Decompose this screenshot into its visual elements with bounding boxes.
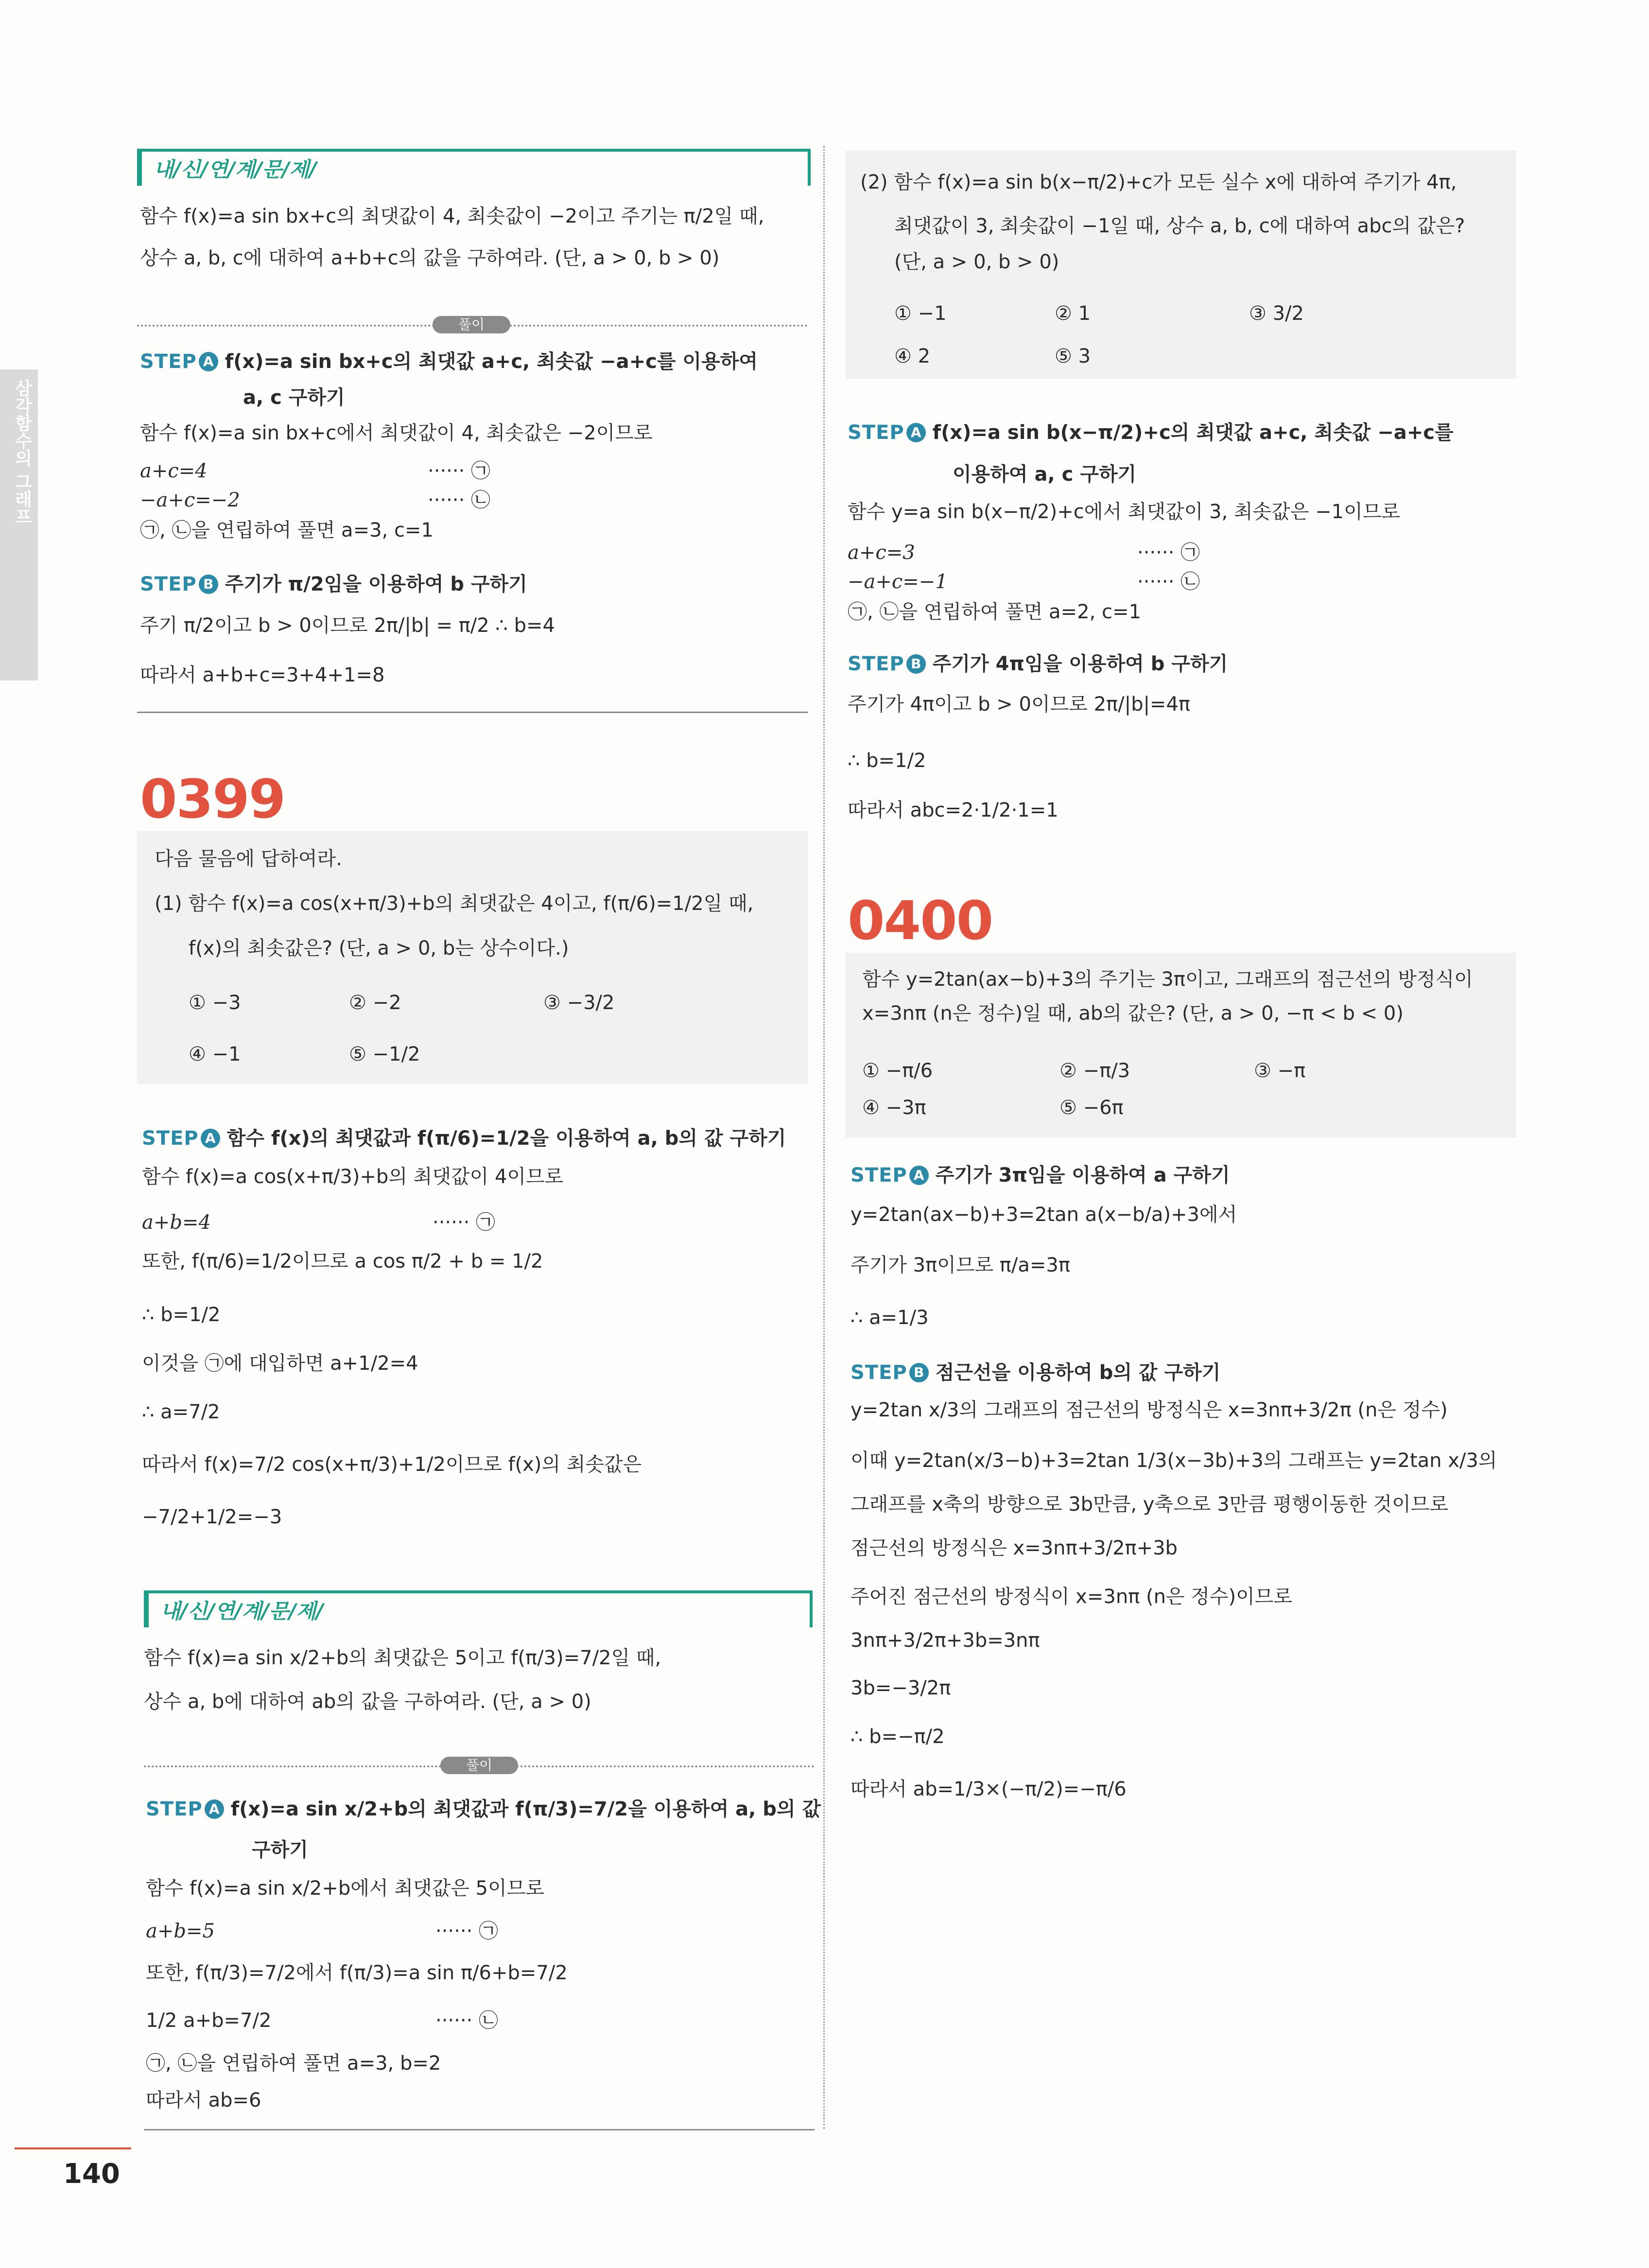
choice-5: ⑤ −1/2 [349,1043,420,1065]
naesin1-step-a-title2: a, c 구하기 [243,386,345,409]
p0399-q1: (1) 함수 f(x)=a cos(x+π/3)+b의 최댓값은 4이고, f(π/6)=1/2일 때, [155,892,754,915]
naesin2-line: 따라서 ab=6 [146,2089,261,2111]
step-badge: A [906,423,926,442]
choice-2: ② −2 [349,992,401,1014]
p0399-2-eq2-ref: ······ ㉡ [1137,571,1200,593]
p0399-2-line: ∴ b=1/2 [848,750,926,772]
choice-4: ④ −3π [862,1097,926,1119]
naesin2-step-a-title2: 구하기 [252,1839,308,1861]
choice-5: ⑤ 3 [1055,345,1091,367]
naesin1-line: 따라서 a+b+c=3+4+1=8 [140,664,385,686]
p0400-step-a [851,1160,1230,1187]
section-rule [144,2129,815,2130]
naesin1-question-line1: 함수 f(x)=a sin bx+c의 최댓값이 4, 최솟값이 −2이고 주기는 π/2일 때, [140,205,764,227]
naesin1-line: 함수 f(x)=a sin bx+c에서 최댓값이 4, 최솟값은 −2이므로 [140,422,653,444]
naesin-box-2 [144,1590,813,1627]
step-tag: STEP [140,350,197,373]
p0399-2-step-a-title2: 이용하여 a, c 구하기 [953,463,1137,486]
choice-5: ⑤ −6π [1059,1097,1124,1119]
p0400-line: ∴ b=−π/2 [851,1726,945,1748]
p0399-2-eq1: a+c=3 [848,541,915,564]
step-tag: STEP [142,1127,199,1150]
p0399-2-line: ㉠, ㉡을 연립하여 풀면 a=2, c=1 [848,601,1141,623]
p0399-2-q1: (2) 함수 f(x)=a sin b(x−π/2)+c가 모든 실수 x에 대하여 주기가 4π, [860,171,1457,193]
p0400-line: y=2tan(ax−b)+3=2tan a(x−b/a)+3에서 [851,1204,1237,1226]
step-badge: A [201,1129,220,1148]
naesin-box-1 [137,149,811,186]
p0399-2-step-a [848,417,1454,445]
naesin-header-2: 내/신/연/계/문/제/ [160,1599,324,1623]
naesin2-question-line2: 상수 a, b에 대하여 ab의 값을 구하여라. (단, a > 0) [144,1691,591,1713]
naesin2-eq1: a+b=5 [146,1920,215,1942]
choice-3: ③ 3/2 [1249,302,1304,325]
p0399-2-step-b [848,648,1228,676]
p0399-line: ∴ b=1/2 [142,1304,221,1326]
step-title: 주기가 4π임을 이용하여 b 구하기 [932,653,1228,675]
p0399-line: 이것을 ㉠에 대입하면 a+1/2=4 [142,1352,418,1375]
naesin2-step-a [146,1794,821,1821]
naesin2-line: 또한, f(π/3)=7/2에서 f(π/3)=a sin π/6+b=7/2 [146,1962,568,1984]
naesin2-line: 함수 f(x)=a sin x/2+b에서 최댓값은 5이므로 [146,1877,544,1900]
naesin2-line: ㉠, ㉡을 연립하여 풀면 a=3, b=2 [146,2052,441,2075]
p0399-intro: 다음 물음에 답하여라. [155,848,342,870]
choice-4: ④ 2 [894,345,931,367]
step-title: 주기가 π/2임을 이용하여 b 구하기 [225,573,527,595]
step-badge: B [909,1363,929,1382]
step-tag: STEP [851,1164,907,1186]
naesin2-eq1-ref: ······ ㉠ [435,1920,499,1942]
column-divider [823,146,825,2129]
naesin1-eq1-ref: ······ ㉠ [428,460,491,482]
p0399-q2: f(x)의 최솟값은? (단, a > 0, b는 상수이다.) [189,937,569,960]
step-badge: A [205,1799,224,1819]
p0400-line: 주기가 3π이므로 π/a=3π [851,1254,1070,1276]
p0399-line: ∴ a=7/2 [142,1401,220,1423]
p0399-line: 함수 f(x)=a cos(x+π/3)+b의 최댓값이 4이므로 [142,1166,564,1188]
p0399-2-line: 주기가 4π이고 b > 0이므로 2π/|b|=4π [848,693,1190,715]
p0400-line: ∴ a=1/3 [851,1307,929,1329]
step-tag: STEP [146,1798,203,1820]
p0400-line: 3b=−3/2π [851,1677,951,1699]
problem-number-0400: 0400 [848,890,993,952]
naesin1-eq2-ref: ······ ㉡ [428,489,491,511]
p0399-line: 또한, f(π/6)=1/2이므로 a cos π/2 + b = 1/2 [142,1250,543,1273]
naesin1-eq2: −a+c=−2 [140,489,240,511]
choice-2: ② 1 [1055,302,1091,325]
step-tag: STEP [140,573,197,595]
step-tag: STEP [851,1361,907,1384]
p0399-2-q2: 최댓값이 3, 최솟값이 −1일 때, 상수 a, b, c에 대하여 abc의 값은? [894,215,1465,237]
step-title: 점근선을 이용하여 b의 값 구하기 [935,1361,1221,1384]
naesin2-line: 1/2 a+b=7/2 [146,2009,272,2032]
p0399-2-eq1-ref: ······ ㉠ [1137,541,1200,564]
p0400-q2: x=3nπ (n은 정수)일 때, ab의 값은? (단, a > 0, −π < b < 0) [862,1002,1404,1025]
solution-pill-1: 풀이 [433,316,510,333]
p0400-line: 이때 y=2tan(x/3−b)+3=2tan 1/3(x−3b)+3의 그래프는 y=2tan x/3의 [851,1449,1497,1472]
naesin1-line: ㉠, ㉡을 연립하여 풀면 a=3, c=1 [140,519,434,541]
side-tab [0,369,38,680]
problem-number-0399: 0399 [140,768,285,830]
p0399-line: −7/2+1/2=−3 [142,1506,282,1528]
p0399-eq1-ref: ······ ㉠ [433,1211,496,1234]
naesin1-eq1: a+c=4 [140,460,208,482]
p0399-step-a [142,1123,786,1151]
p0400-line: y=2tan x/3의 그래프의 점근선의 방정식은 x=3nπ+3/2π (n은 정수) [851,1399,1448,1421]
step-title: 함수 f(x)의 최댓값과 f(π/6)=1/2을 이용하여 a, b의 값 구하기 [226,1127,786,1150]
p0399-eq1: a+b=4 [142,1211,211,1234]
choice-1: ① −1 [894,302,947,325]
p0400-q1: 함수 y=2tan(ax−b)+3의 주기는 3π이고, 그래프의 점근선의 방정식이 [862,968,1473,991]
step-title: 주기가 3π임을 이용하여 a 구하기 [935,1164,1230,1186]
step-title: f(x)=a sin x/2+b의 최댓값과 f(π/3)=7/2을 이용하여 a, b의 값 [230,1798,821,1820]
p0400-step-b [851,1357,1220,1385]
naesin1-line: 주기 π/2이고 b > 0이므로 2π/|b| = π/2 ∴ b=4 [140,614,555,637]
naesin2-question-line1: 함수 f(x)=a sin x/2+b의 최댓값은 5이고 f(π/3)=7/2일 때, [144,1647,661,1669]
p0399-line: 따라서 f(x)=7/2 cos(x+π/3)+1/2이므로 f(x)의 최솟값은 [142,1453,642,1476]
choice-2: ② −π/3 [1059,1060,1130,1082]
naesin1-question-line2: 상수 a, b, c에 대하여 a+b+c의 값을 구하여라. (단, a > 0, b > 0) [140,247,720,269]
choice-3: ③ −3/2 [543,992,615,1014]
p0399-2-q3: (단, a > 0, b > 0) [894,251,1059,273]
solution-pill-2: 풀이 [440,1757,518,1774]
p0399-2-line: 함수 y=a sin b(x−π/2)+c에서 최댓값이 3, 최솟값은 −1이므로 [848,501,1401,523]
naesin-header-1: 내/신/연/계/문/제/ [154,157,317,181]
step-title: f(x)=a sin bx+c의 최댓값 a+c, 최솟값 −a+c를 이용하여 [225,350,758,373]
page-number: 140 [63,2158,120,2190]
naesin2-eq2-ref: ······ ㉡ [435,2009,499,2032]
step-badge: B [199,575,218,594]
p0399-2-line: 따라서 abc=2·1/2·1=1 [848,799,1059,821]
p0400-line: 점근선의 방정식은 x=3nπ+3/2π+3b [851,1537,1178,1559]
step-tag: STEP [848,653,904,675]
naesin1-step-a [140,346,758,374]
choice-1: ① −π/6 [862,1060,933,1082]
p0400-line: 따라서 ab=1/3×(−π/2)=−π/6 [851,1778,1127,1800]
step-badge: B [906,654,926,674]
step-badge: A [199,352,218,371]
page-number-rule [15,2147,131,2149]
section-rule [137,712,808,713]
step-badge: A [909,1166,929,1185]
naesin1-step-b [140,569,527,596]
p0399-2-eq2: −a+c=−1 [848,571,948,593]
choice-3: ③ −π [1254,1060,1306,1082]
step-tag: STEP [848,421,904,444]
p0400-line: 그래프를 x축의 방향으로 3b만큼, y축으로 3만큼 평행이동한 것이므로 [851,1493,1448,1516]
step-title: f(x)=a sin b(x−π/2)+c의 최댓값 a+c, 최솟값 −a+c를 [932,421,1454,444]
choice-4: ④ −1 [189,1043,241,1065]
choice-1: ① −3 [189,992,241,1014]
p0400-line: 3nπ+3/2π+3b=3nπ [851,1629,1040,1652]
side-tab-label: 삼각함수의 그래프 [12,379,32,525]
p0400-line: 주어진 점근선의 방정식이 x=3nπ (n은 정수)이므로 [851,1586,1293,1608]
